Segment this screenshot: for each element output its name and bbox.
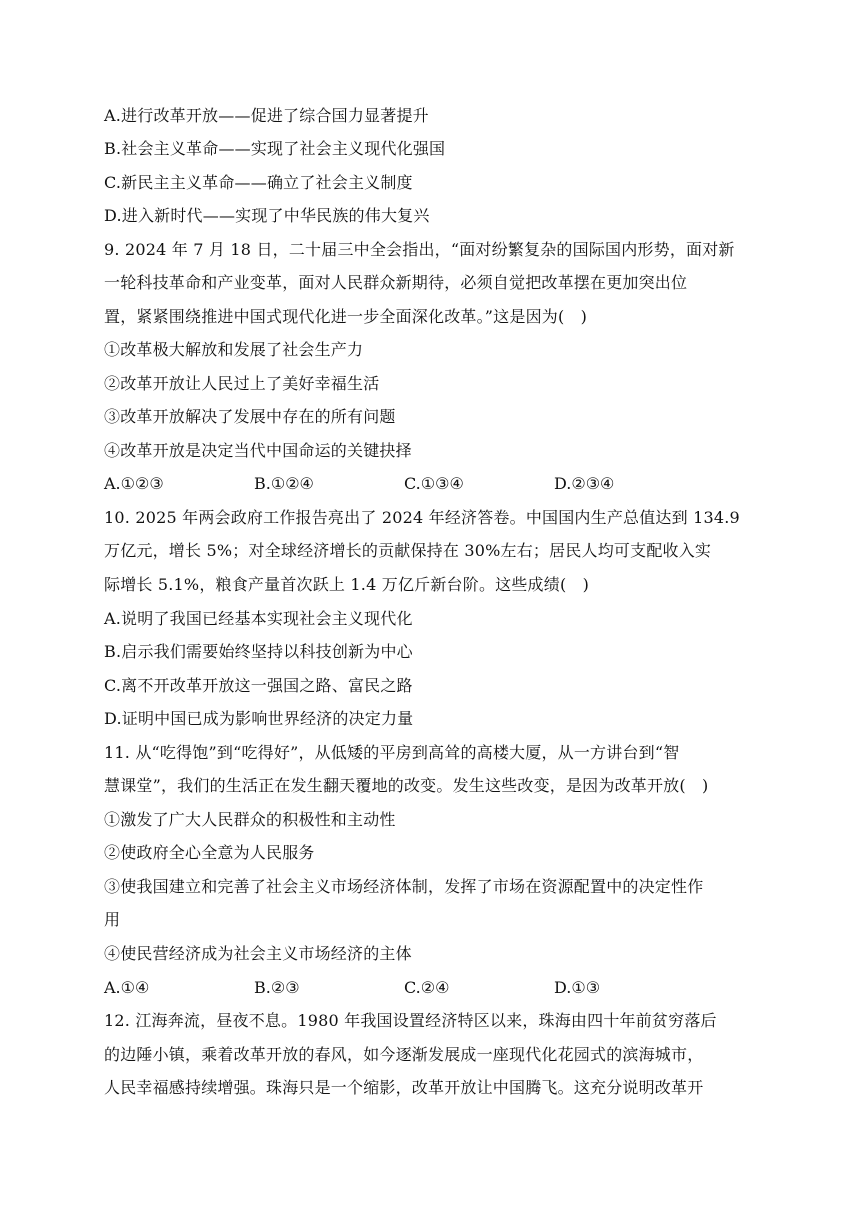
q10-option-b: B.启示我们需要始终坚持以科技创新为中心 xyxy=(104,642,413,661)
q10-option-a: A.说明了我国已经基本实现社会主义现代化 xyxy=(104,609,413,628)
q9-options-row xyxy=(104,474,764,494)
q10-option-c: C.离不开改革开放这一强国之路、富民之路 xyxy=(104,676,413,695)
q11-option-d: D.①③ xyxy=(554,978,601,997)
q9-option-b: B.①②④ xyxy=(254,474,314,493)
q11-item-4: ④使民营经济成为社会主义市场经济的主体 xyxy=(104,944,412,963)
q11-options-row xyxy=(104,978,764,998)
q11-item-2: ②使政府全心全意为人民服务 xyxy=(104,843,315,862)
q9-option-a: A.①②③ xyxy=(104,474,164,493)
q8-option-b: B.社会主义革命——实现了社会主义现代化强国 xyxy=(104,139,446,158)
q11-option-c: C.②④ xyxy=(404,978,450,997)
q11-stem-line-1: 11. 从“吃得饱”到“吃得好”，从低矮的平房到高耸的高楼大厦，从一方讲台到“智 xyxy=(104,743,680,762)
q9-option-d: D.②③④ xyxy=(554,474,615,493)
q9-stem-line-1: 9. 2024 年 7 月 18 日，二十届三中全会指出，“面对纷繁复杂的国际国内形势，面对新 xyxy=(104,240,735,259)
q8-option-c: C.新民主主义革命——确立了社会主义制度 xyxy=(104,173,413,192)
q11-option-a: A.①④ xyxy=(104,978,150,997)
q9-stem-line-2: 一轮科技革命和产业变革，面对人民群众新期待，必须自觉把改革摆在更加突出位 xyxy=(104,273,688,292)
q11-option-b: B.②③ xyxy=(254,978,300,997)
q9-item-2: ②改革开放让人民过上了美好幸福生活 xyxy=(104,374,380,393)
q9-item-3: ③改革开放解决了发展中存在的所有问题 xyxy=(104,407,396,426)
q12-stem-line-1: 12. 江海奔流，昼夜不息。1980 年我国设置经济特区以来，珠海由四十年前贫穷落后 xyxy=(104,1011,717,1030)
q8-option-a: A.进行改革开放——促进了综合国力显著提升 xyxy=(104,106,429,125)
q9-item-4: ④改革开放是决定当代中国命运的关键抉择 xyxy=(104,441,412,460)
q9-item-1: ①改革极大解放和发展了社会生产力 xyxy=(104,340,364,359)
q9-option-c: C.①③④ xyxy=(404,474,464,493)
q10-option-d: D.证明中国已成为影响世界经济的决定力量 xyxy=(104,709,414,728)
q10-stem-line-2: 万亿元，增长 5%；对全球经济增长的贡献保持在 30%左右；居民人均可支配收入实 xyxy=(104,541,712,560)
q11-item-3: ③使我国建立和完善了社会主义市场经济体制，发挥了市场在资源配置中的决定性作 xyxy=(104,877,704,896)
q8-option-d: D.进入新时代——实现了中华民族的伟大复兴 xyxy=(104,206,430,225)
q11-item-1: ①激发了广大人民群众的积极性和主动性 xyxy=(104,810,396,829)
q10-stem-line-3: 际增长 5.1%，粮食产量首次跃上 1.4 万亿斤新台阶。这些成绩( ) xyxy=(104,575,590,594)
q11-stem-line-2: 慧课堂”，我们的生活正在发生翻天覆地的改变。发生这些改变，是因为改革开放( ) xyxy=(104,776,709,795)
q9-stem-line-3: 置，紧紧围绕推进中国式现代化进一步全面深化改革。”这是因为( ) xyxy=(104,307,588,326)
q11-item-3-continued: 用 xyxy=(104,910,121,929)
q12-stem-line-2: 的边陲小镇，乘着改革开放的春风，如今逐渐发展成一座现代化花园式的滨海城市， xyxy=(104,1045,704,1064)
q10-stem-line-1: 10. 2025 年两会政府工作报告亮出了 2024 年经济答卷。中国国内生产总值达到 134.9 xyxy=(104,508,740,527)
q12-stem-line-3: 人民幸福感持续增强。珠海只是一个缩影，改革开放让中国腾飞。这充分说明改革开 xyxy=(104,1078,704,1097)
